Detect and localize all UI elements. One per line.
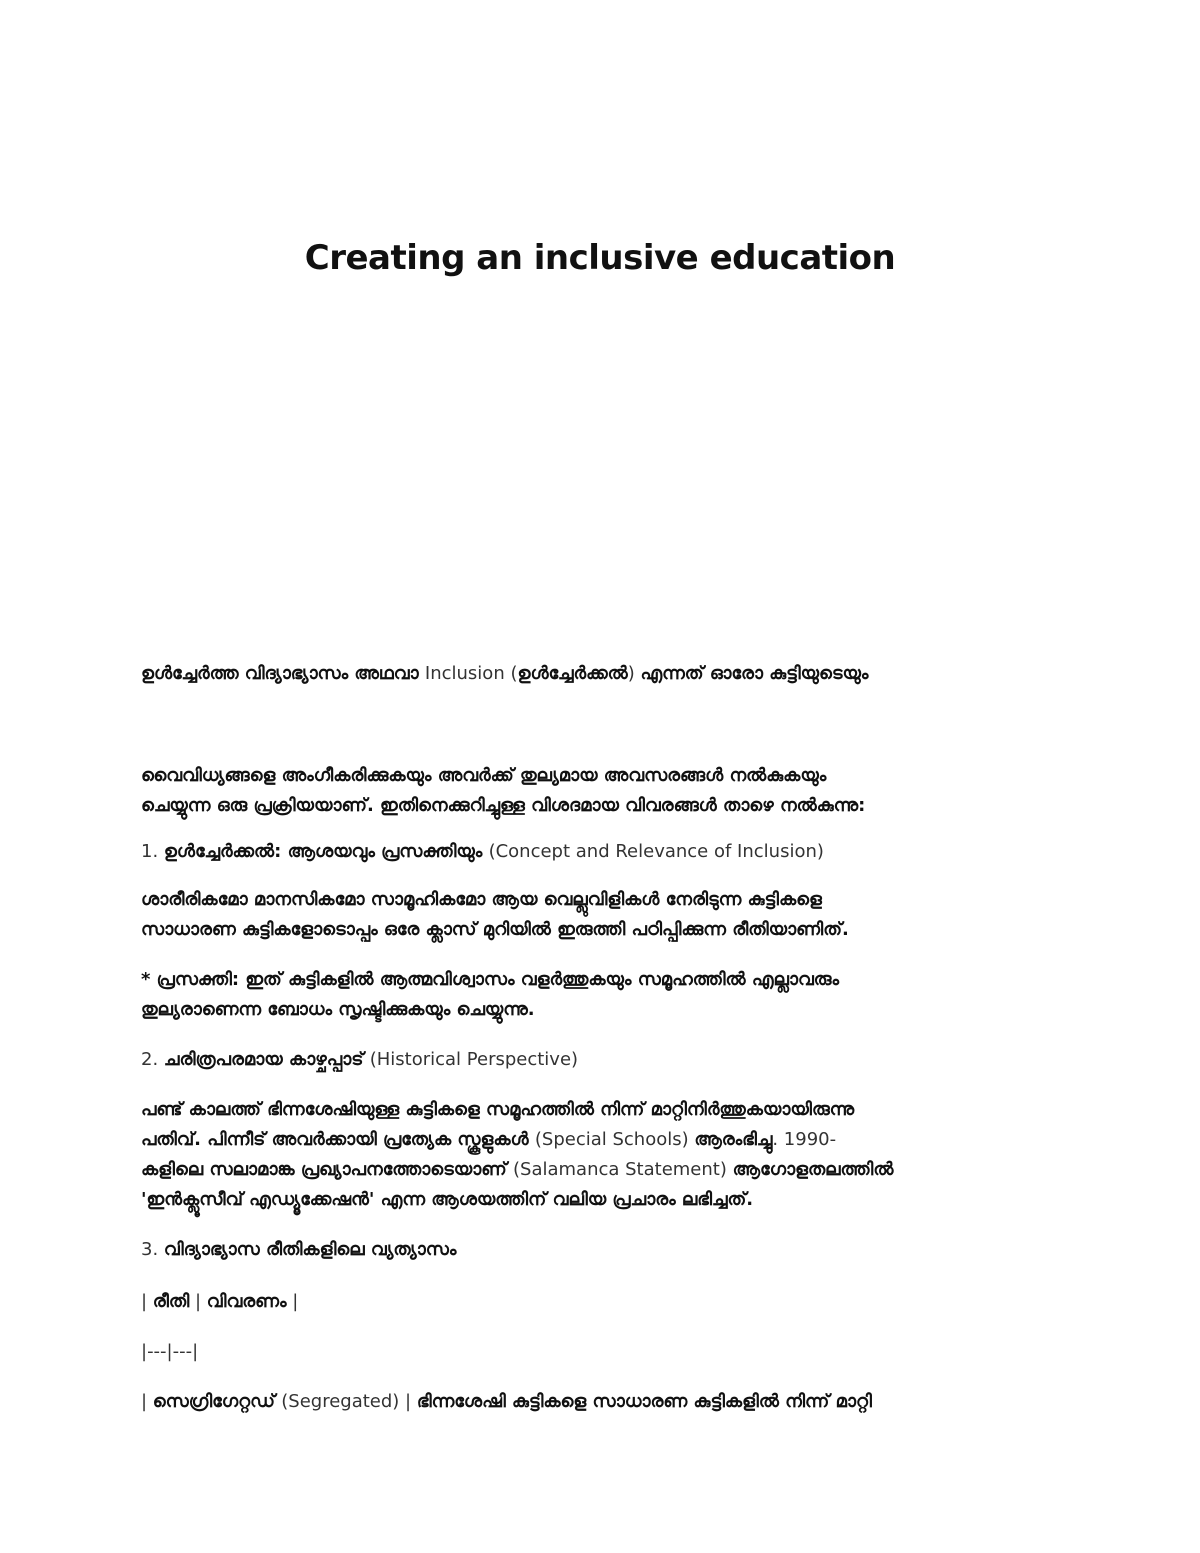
intro-text-a: ഉൾച്ചേർത്ത വിദ്യാഭ്യാസം അഥവാ [141, 663, 425, 684]
table-separator: |---|---| [141, 1341, 199, 1362]
section3-heading [141, 1236, 1071, 1264]
table-row1-a: | [141, 1391, 153, 1412]
section2-line2-a: പതിവ്. പിന്നീട് അവർക്കായി പ്രത്യേക സ്കൂളുകൾ [141, 1129, 535, 1150]
section1-bullet-line2: തുല്യരാണെന്ന ബോധം സൃഷ്ടിക്കുകയും ചെയ്യുന്നു. [141, 999, 535, 1020]
section2-line4: 'ഇൻക്ലൂസീവ് എഡ്യൂക്കേഷൻ' എന്ന ആശയത്തിന് വലിയ പ്രചാരം ലഭിച്ചത്. [141, 1189, 754, 1210]
section2-line1: പണ്ട് കാലത്ത് ഭിന്നശേഷിയുള്ള കുട്ടികളെ സമൂഹത്തിൽ നിന്ന് മാറ്റിനിർത്തുകയായിരുന്നു [141, 1099, 855, 1120]
table-header-e: | [286, 1291, 299, 1312]
table-row1-c: (Segregated) | [281, 1391, 417, 1412]
section2-line2-b: (Special Schools) [534, 1129, 695, 1150]
section2-line3-b: (Salamanca Statement) [513, 1159, 733, 1180]
section2-line2 [141, 1126, 1071, 1154]
section3-heading-text: വിദ്യാഭ്യാസ രീതികളിലെ വ്യത്യാസം [163, 1239, 457, 1260]
intro-text-c: ഉൾച്ചേർക്കൽ [517, 663, 628, 684]
table-row1-description: ഭിന്നശേഷി കുട്ടികളെ സാധാരണ കുട്ടികളിൽ നിന്ന് മാറ്റി [416, 1391, 872, 1412]
section3-num: 3. [141, 1239, 164, 1260]
table-header-col2: വിവരണം [206, 1291, 287, 1312]
section1-heading-text: ഉൾച്ചേർക്കൽ: ആശയവും പ്രസക്തിയും [163, 841, 489, 862]
table-header-c: | [189, 1291, 207, 1312]
section2-line2-c: ആരംഭിച്ചു [694, 1129, 773, 1150]
section1-english: (Concept and Relevance of Inclusion) [488, 841, 824, 862]
section1-bullet-line1: * പ്രസക്തി: ഇത് കുട്ടികളിൽ ആത്മവിശ്വാസം വളർത്തുകയും സമൂഹത്തിൽ എല്ലാവരും [141, 969, 840, 990]
section1-num: 1. [141, 841, 164, 862]
table-row [141, 1388, 1071, 1416]
section2-english: (Historical Perspective) [369, 1049, 579, 1070]
section2-line3-a: കളിലെ സലാമാങ്ക പ്രഖ്യാപനത്തോടെയാണ് [141, 1159, 513, 1180]
table-header-a: | [141, 1291, 153, 1312]
section1-heading [141, 838, 1071, 866]
section2-heading-text: ചരിത്രപരമായ കാഴ്ചപ്പാട് [163, 1049, 370, 1070]
para1-line2: ചെയ്യുന്ന ഒരു പ്രക്രിയയാണ്. ഇതിനെക്കുറിച്ചുള്ള വിശദമായ വിവരങ്ങൾ താഴെ നൽകുന്നു: [141, 795, 866, 816]
section2-line2-d: . 1990- [772, 1129, 837, 1150]
intro-text-e: എന്നത് ഓരോ കുട്ടിയുടെയും [640, 663, 869, 684]
table-header-row [141, 1288, 1071, 1316]
intro-line [141, 660, 1071, 688]
table-header-col1: രീതി [152, 1291, 190, 1312]
section2-line3 [141, 1156, 1071, 1184]
table-row1-method: സെഗ്രിഗേറ്റഡ് [152, 1391, 282, 1412]
section2-heading [141, 1046, 1071, 1074]
section1-line1: ശാരീരികമോ മാനസികമോ സാമൂഹികമോ ആയ വെല്ലുവിളികൾ നേരിടുന്ന കുട്ടികളെ [141, 889, 822, 910]
section2-num: 2. [141, 1049, 164, 1070]
section1-line2: സാധാരണ കുട്ടികളോടൊപ്പം ഒരേ ക്ലാസ് മുറിയിൽ ഇരുത്തി പഠിപ്പിക്കുന്ന രീതിയാണിത്. [141, 919, 849, 940]
document-title: Creating an inclusive education [304, 238, 896, 278]
intro-text-d: ) [627, 663, 641, 684]
section2-line3-c: ആഗോളതലത്തിൽ [732, 1159, 894, 1180]
para1-line1: വൈവിധ്യങ്ങളെ അംഗീകരിക്കുകയും അവർക്ക് തുല്യമായ അവസരങ്ങൾ നൽകുകയും [141, 765, 827, 786]
intro-text-b: Inclusion ( [424, 663, 518, 684]
